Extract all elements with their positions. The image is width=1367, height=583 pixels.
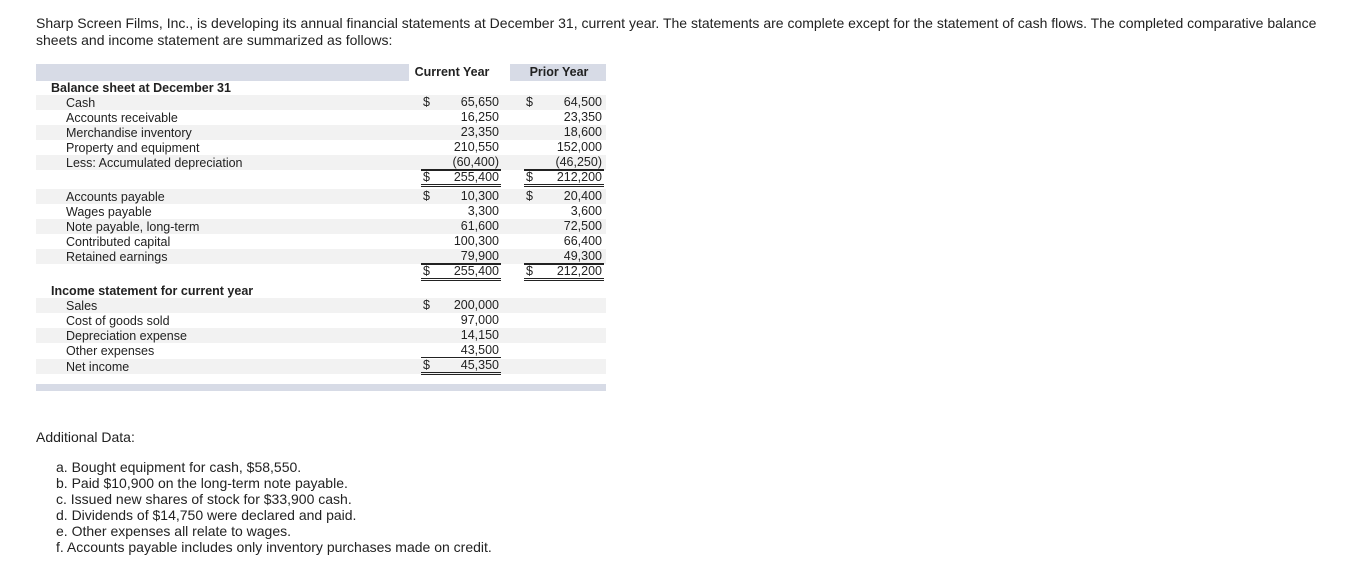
prior-value: (46,250)	[524, 156, 604, 170]
row-label: Merchandise inventory	[66, 126, 192, 140]
total-liabilities-equity-row	[36, 264, 606, 279]
row-label: Cash	[66, 96, 96, 110]
row-label: Accounts payable	[66, 190, 165, 204]
table-row	[36, 298, 606, 313]
row-label: Retained earnings	[66, 250, 168, 264]
additional-data-heading: Additional Data:	[36, 429, 135, 445]
table-row	[36, 328, 606, 343]
table-row	[36, 343, 606, 358]
row-label: Net income	[66, 360, 130, 374]
prior-total: $ 212,200	[524, 170, 604, 187]
row-label: Accounts receivable	[66, 111, 178, 125]
table-row	[36, 95, 606, 110]
row-label: Depreciation expense	[66, 329, 187, 343]
row-label: Other expenses	[66, 344, 155, 358]
current-value: $ 45,350	[421, 359, 501, 375]
prior-total: $ 212,200	[524, 264, 604, 281]
table-row	[36, 125, 606, 140]
row-label: Wages payable	[66, 205, 152, 219]
col-header-prior-year: Prior Year	[529, 65, 589, 79]
current-value: 210,550	[453, 140, 499, 154]
problem-intro: Sharp Screen Films, Inc., is developing its annual financial statements at December 31, current year. The statements are complete except for the statement of cash flows. The completed comparative balance sheets and income statement are summarized as follows:	[36, 15, 1317, 48]
list-item: f. Accounts payable includes only inventory purchases made on credit.	[56, 539, 492, 555]
total-assets-row	[36, 170, 606, 185]
list-item: a. Bought equipment for cash, $58,550.	[56, 459, 302, 475]
row-label: Less: Accumulated depreciation	[66, 156, 243, 170]
table-header	[36, 64, 606, 81]
row-label: Cost of goods sold	[66, 314, 170, 328]
current-value: (60,400)	[421, 156, 501, 170]
prior-value: 72,500	[563, 219, 602, 233]
table-row	[36, 189, 606, 204]
balance-sheet-heading: Balance sheet at December 31	[51, 81, 231, 95]
current-value: 14,150	[460, 328, 499, 342]
table-row	[36, 204, 606, 219]
prior-value: $ 20,400	[526, 189, 602, 203]
current-value: 97,000	[460, 313, 499, 327]
list-item: b. Paid $10,900 on the long-term note payable.	[56, 475, 348, 491]
current-value: 16,250	[460, 110, 499, 124]
net-income-row	[36, 359, 606, 374]
prior-value: 152,000	[556, 140, 602, 154]
row-label: Contributed capital	[66, 235, 171, 249]
list-item: d. Dividends of $14,750 were declared and paid.	[56, 507, 357, 523]
current-value: $ 200,000	[423, 298, 499, 312]
table-footer-bar	[36, 384, 606, 391]
current-value: $ 10,300	[423, 189, 499, 203]
current-value: 61,600	[460, 219, 499, 233]
table-row	[36, 140, 606, 155]
table-row	[36, 234, 606, 249]
table-row	[36, 249, 606, 264]
prior-value: 18,600	[563, 125, 602, 139]
col-header-current-year: Current Year	[414, 65, 490, 79]
prior-value: 66,400	[563, 234, 602, 248]
current-total: $ 255,400	[421, 264, 501, 281]
current-value: 43,500	[421, 344, 501, 358]
table-row	[36, 313, 606, 328]
row-label: Property and equipment	[66, 141, 200, 155]
list-item: c. Issued new shares of stock for $33,900 cash.	[56, 491, 352, 507]
financial-statements-table	[36, 64, 606, 374]
current-value: 3,300	[467, 204, 499, 218]
table-row	[36, 155, 606, 170]
table-row	[36, 219, 606, 234]
current-value: 100,300	[453, 234, 499, 248]
list-item: e. Other expenses all relate to wages.	[56, 523, 292, 539]
current-value: $ 65,650	[423, 95, 499, 109]
row-label: Note payable, long-term	[66, 220, 200, 234]
income-statement-heading: Income statement for current year	[51, 284, 254, 298]
prior-value: $ 64,500	[526, 95, 602, 109]
prior-value: 3,600	[570, 204, 602, 218]
additional-data-list	[56, 459, 492, 555]
prior-value: 49,300	[524, 250, 604, 264]
current-value: 79,900	[421, 250, 501, 264]
prior-value: 23,350	[563, 110, 602, 124]
row-label: Sales	[66, 299, 98, 313]
current-value: 23,350	[460, 125, 499, 139]
current-total: $ 255,400	[421, 170, 501, 187]
table-row	[36, 110, 606, 125]
